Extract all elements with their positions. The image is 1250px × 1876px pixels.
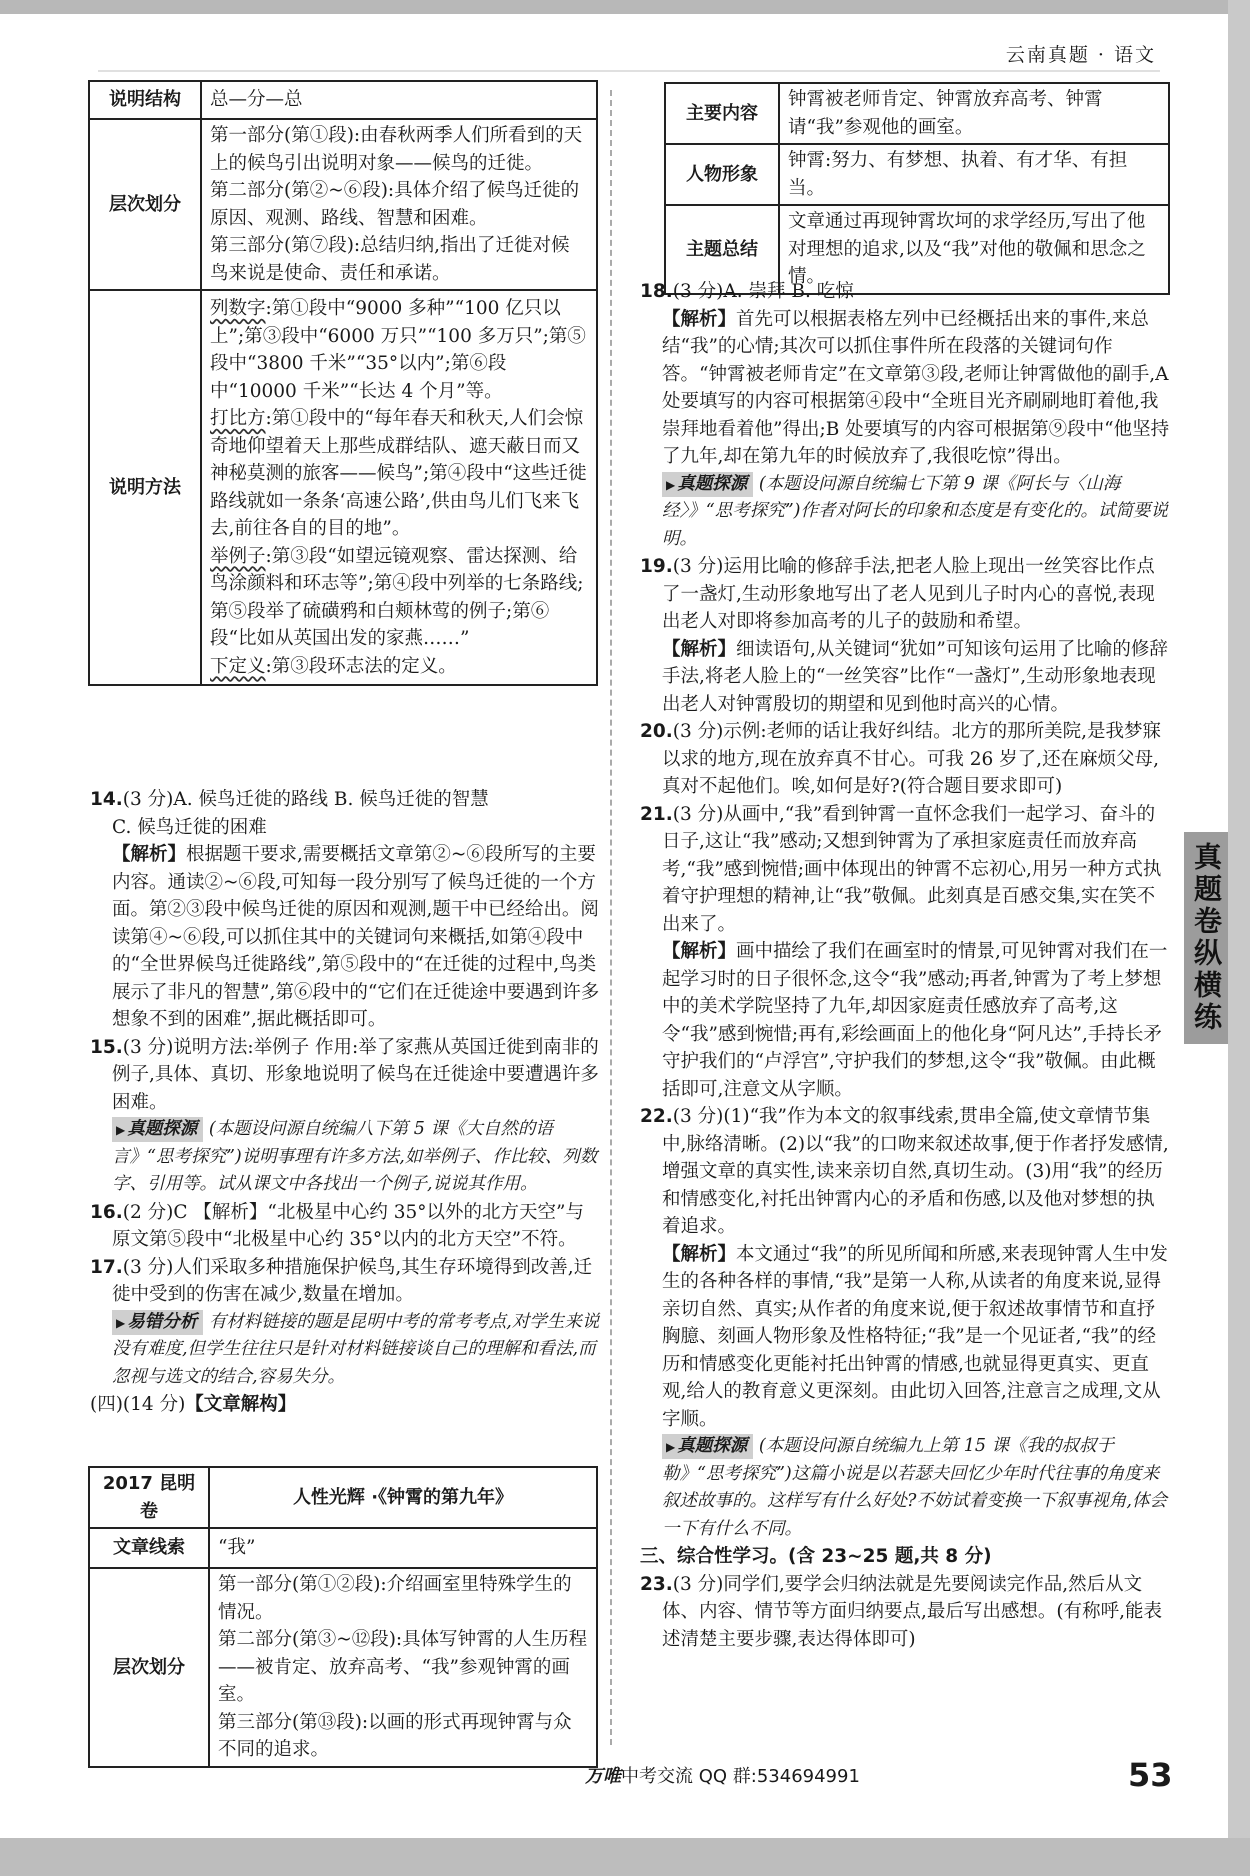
method-item (210, 295, 588, 405)
table-row (89, 81, 597, 119)
row-content: “我” (209, 1528, 597, 1568)
header-title: 云南真题 · 语文 (1005, 44, 1156, 66)
row-label: 主要内容 (665, 83, 779, 144)
answer-18: 18.(3 分)A. 崇拜 B. 吃惊 (640, 281, 854, 302)
analysis-21: 【解析】画中描绘了我们在画室时的情景,可见钟霄对我们在一起学习时的日子很怀念,这令“我”感动;再者,钟霄为了考上梦想中的美术学院坚持了九年,却因家庭责任感放弃了高考,这令“我”感到惋惜;再有,彩绘画面上的他化身“阿凡达”,手持长矛守护我们的“卢浮宫”,守护我们的梦想,这令“我”敬佩。由此概括即可,注意文从字顺。 (662, 941, 1168, 1100)
table-row (89, 119, 597, 290)
source-15: ▶ 真题探源 (本题设问源自统编八下第 5 课《大自然的语言》“思考探究”)说明事理有许多方法,如举例子、作比较、列数字、引用等。试从课文中各找出一个例子,说说其作用。 (90, 1116, 600, 1199)
row-content: 钟霄:努力、有梦想、执着、有才华、有担当。 (779, 144, 1169, 205)
row-label: 文章线索 (89, 1528, 209, 1568)
analysis-22: 【解析】本文通过“我”的所见所闻和所感,来表现钟霄人生中发生的各种各样的事情,“我”是第一人称,从读者的角度来说,显得亲切自然、真实;从作者的角度来说,便于叙述故事情节和直抒胸臆、刻画人物形象及性格特征;“我”是一个见证者,“我”的经历和情感变化更能衬托出钟霄的情感,也就显得更真实、更直观,给人的教育意义更深刻。由此切入回答,注意言之成理,文从字顺。 (662, 1243, 1168, 1430)
table-row (89, 290, 597, 685)
table-row (89, 1528, 597, 1568)
row-content (209, 1568, 597, 1767)
footer-text: 中考交流 QQ 群:534694991 (621, 1766, 860, 1787)
row-content (201, 119, 597, 290)
method-text: :第③段“如望远镜观察、雷达探测、给鸟涂颜料和环志等”;第④段中列举的七条路线;第⑤段举了硫磺鸦和白颊林莺的例子;第⑥段“比如从英国出发的家燕……” (210, 545, 584, 649)
row-label: 2017 昆明卷 (89, 1467, 209, 1528)
footer (585, 1762, 860, 1788)
article-table (88, 1466, 598, 1768)
row-label: 层次划分 (89, 119, 201, 290)
answer-23: 23.(3 分)同学们,要学会归纳法就是先要阅读完作品,然后从文体、内容、情节等方面归纳要点,最后写出感想。(有称呼,能表述清楚主要步骤,表达得体即可) (640, 1573, 1162, 1650)
structure-table (88, 80, 598, 686)
row-label: 主题总结 (665, 205, 779, 294)
table-row (89, 1467, 597, 1528)
analysis-14: 【解析】根据题干要求,需要概括文章第②~⑥段所写的主要内容。通读②~⑥段,可知每一段分别写了候鸟迁徙的一个方面。第②③段中候鸟迁徙的原因和观测,题干中已经给出。阅读第④~⑥段,可以抓住其中的关键词句来概括,如第④段中的“全世界候鸟迁徙路线”,第⑤段中的“在迁徙的过程中,鸟类展示了非凡的智慧”,第⑥段中的“它们在迁徙途中要遇到许多想象不到的困难”,据此概括即可。 (112, 844, 600, 1030)
row-content: 总—分—总 (201, 81, 597, 119)
row-label: 说明方法 (89, 290, 201, 685)
bottom-border (0, 1838, 1250, 1876)
analysis-18: 【解析】首先可以根据表格左列中已经概括出来的事件,来总结“我”的心情;其次可以抓住事件所在段落的关键词句作答。“钟霄被老师肯定”在文章第③段,老师让钟霄做他的副手,A 处要填写的内容可根据第④段中“全班目光齐刷刷地盯着他,我崇拜地看着他”得出;B 处要填写的内容可根据第⑨段中“他坚持了九年,却在第九年的时候放弃了,我很吃惊”得出。 (662, 308, 1170, 467)
header-rule (98, 70, 1160, 72)
table-title: 人性光辉 ·《钟霄的第九年》 (209, 1467, 597, 1528)
answer-14-line2: C. 候鸟迁徙的困难 (112, 816, 267, 838)
source-18: ▶ 真题探源 (本题设问源自统编七下第 9 课《阿长与〈山海经〉》“思考探究”)作者对阿长的印象和态度是有变化的。试简要说明。 (640, 471, 1172, 554)
answer-20: 20.(3 分)示例:老师的话让我好纠结。北方的那所美院,是我梦寐以求的地方,现在放弃真不甘心。可我 26 岁了,还在麻烦父母,真对不起他们。唉,如何是好?(符合题目要求即可) (640, 721, 1161, 797)
row-label: 说明结构 (89, 81, 201, 119)
column-divider (610, 90, 612, 1745)
method-item (210, 543, 588, 653)
row-label: 层次划分 (89, 1568, 209, 1767)
answer-14: 14.(3 分)A. 候鸟迁徙的路线 B. 候鸟迁徙的智慧 (90, 789, 489, 810)
row-content (201, 290, 597, 685)
answer-19: 19.(3 分)运用比喻的修辞手法,把老人脸上现出一丝笑容比作点了一盏灯,生动形象地写出了老人见到儿子时内心的喜悦,表现出老人对即将参加高考的儿子的鼓励和希望。 (640, 556, 1155, 632)
layer-part: 第三部分(第⑦段):总结归纳,指出了迁徙对候鸟来说是使命、责任和承诺。 (210, 235, 570, 284)
layer-part: 第二部分(第②~⑥段):具体介绍了候鸟迁徙的原因、观测、路线、智慧和困难。 (210, 180, 580, 229)
source-22: ▶ 真题探源 (本题设问源自统编九上第 15 课《我的叔叔于勒》“思考探究”)这篇小说是以若瑟夫回忆少年时代往事的角度来叙述故事的。这样写有什么好处?不妨试着变换一下叙事视角,体会一下有什么不同。 (640, 1433, 1172, 1543)
answer-21: 21.(3 分)从画中,“我”看到钟霄一直怀念我们一起学习、奋斗的日子,这让“我”感动;又想到钟霄为了承担家庭责任而放弃高考,“我”感到惋惜;画中体现出的钟霄不忘初心,用另一种方式执着守护理想的精神,让“我”敬佩。此刻真是百感交集,实在笑不出来了。 (640, 803, 1162, 935)
page-number: 53 (1128, 1756, 1173, 1794)
section-3: 三、综合性学习。(含 23~25 题,共 8 分) (640, 1546, 992, 1567)
side-tab: 真题卷纵横练 (1184, 832, 1228, 1044)
side-border (1228, 0, 1250, 1876)
left-answers (90, 786, 600, 1419)
row-content: 文章通过再现钟霄坎坷的求学经历,写出了他对理想的追求,以及“我”对他的敬佩和思念之情。 (779, 205, 1169, 294)
row-content: 钟霄被老师肯定、钟霄放弃高考、钟霄请“我”参观他的画室。 (779, 83, 1169, 144)
method-name: 下定义 (210, 655, 266, 677)
method-text: :第③段环志法的定义。 (265, 655, 457, 677)
row-label: 人物形象 (665, 144, 779, 205)
method-item (210, 405, 588, 543)
answer-16: 16.(2 分)C 【解析】“北极星中心约 35°以外的北方天空”与原文第⑤段中“北极星中心约 35°以内的北方天空”不符。 (90, 1201, 584, 1250)
section-4: (四)(14 分)【文章解构】 (90, 1394, 297, 1415)
answer-17: 17.(3 分)人们采取多种措施保护候鸟,其生存环境得到改善,迁徙中受到的伤害在减少,数量在增加。 (90, 1256, 593, 1305)
method-name: 列数字 (210, 298, 266, 319)
footer-brand: 万唯 (585, 1766, 621, 1787)
table-row (665, 83, 1169, 144)
method-item (210, 653, 588, 681)
layer-part: 第一部分(第①段):由春秋两季人们所看到的天上的候鸟引出说明对象——候鸟的迁徙。 (210, 125, 583, 174)
layer-part: 第一部分(第①②段):介绍画室里特殊学生的情况。 (218, 1574, 572, 1623)
layer-part: 第二部分(第③~⑫段):具体写钟霄的人生历程——被肯定、放弃高考、“我”参观钟霄的画室。 (218, 1629, 588, 1705)
method-name: 打比方 (210, 408, 266, 429)
top-border (0, 0, 1250, 14)
error-17: ▶ 易错分析 有材料链接的题是昆明中考的常考考点,对学生来说没有难度,但学生往往只是针对材料链接谈自己的理解和看法,而忽视与选文的结合,容易失分。 (90, 1309, 600, 1392)
method-text: :第①段中的“每年春天和秋天,人们会惊奇地仰望着天上那些成群结队、遮天蔽日而又神秘莫测的旅客——候鸟”;第④段中“这些迁徙路线就如一条条‘高速公路’,供由鸟儿们飞来飞去,前往各自的目的地”。 (210, 408, 587, 539)
summary-table (664, 82, 1170, 295)
method-name: 举例子 (210, 545, 266, 567)
right-answers (640, 278, 1172, 1653)
table-row (665, 144, 1169, 205)
answer-15: 15.(3 分)说明方法:举例子 作用:举了家燕从英国迁徙到南非的例子,具体、真切、形象地说明了候鸟在迁徙途中要遭遇许多困难。 (90, 1036, 599, 1113)
table-row (89, 1568, 597, 1767)
layer-part: 第三部分(第⑬段):以画的形式再现钟霄与众不同的追求。 (218, 1711, 572, 1760)
answer-22: 22.(3 分)(1)“我”作为本文的叙事线索,贯串全篇,使文章情节集中,脉络清晰。(2)以“我”的口吻来叙述故事,便于作者抒发感情,增强文章的真实性,读来亲切自然,真切生动。(3)用“我”的经历和情感变化,衬托出钟霄内心的矛盾和伤感,以及他对梦想的执着追求。 (640, 1106, 1169, 1237)
analysis-19: 【解析】细读语句,从关键词“犹如”可知该句运用了比喻的修辞手法,将老人脸上的“一丝笑容”比作“一盏灯”,生动形象地表现出老人对钟霄殷切的期望和见到他时高兴的心情。 (662, 638, 1168, 715)
method-text: :第①段中“9000 多种”“100 亿只以上”;第③段中“6000 万只”“100 多万只”;第⑤段中“3800 千米”“35°以内”;第⑥段中“10000 千米”“长达 4 个月”等。 (210, 298, 586, 402)
